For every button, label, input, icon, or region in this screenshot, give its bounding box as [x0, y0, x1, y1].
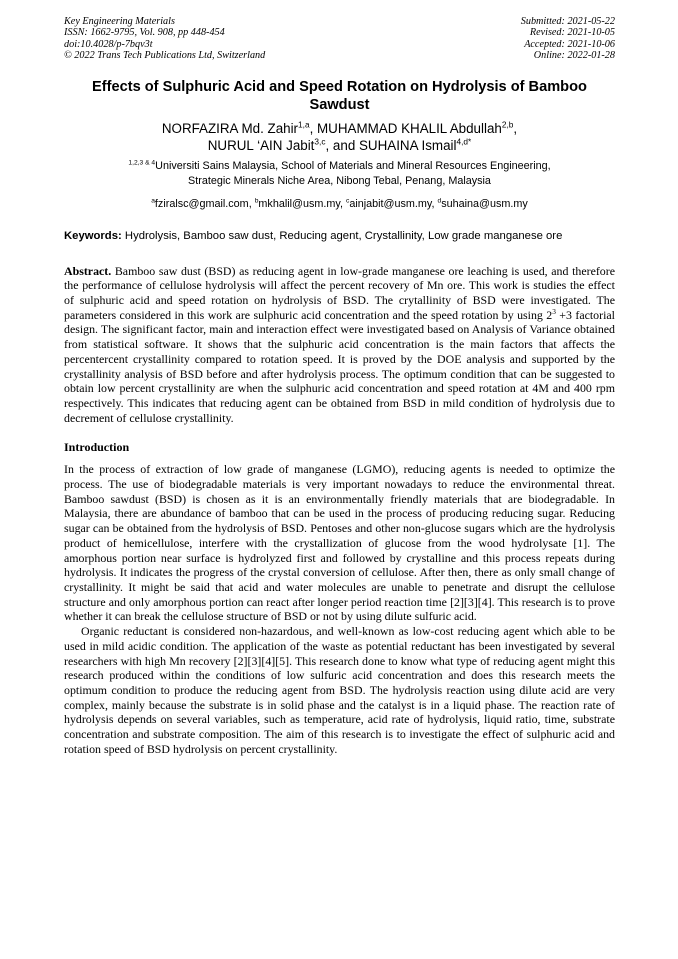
affiliation: [64, 159, 615, 189]
email-b-sup: b: [254, 197, 259, 205]
date-online: Online: 2022-01-28: [533, 50, 615, 62]
author-4-sup: 4,d*: [456, 136, 472, 147]
date-revised: Revised: 2021-10-05: [529, 27, 615, 39]
author-and: , and: [325, 137, 359, 153]
journal-info: [64, 16, 265, 62]
email-d-sup: d: [437, 197, 442, 205]
author-3: NURUL ‘AIN Jabit: [207, 137, 315, 153]
abstract-label: Abstract.: [64, 263, 112, 278]
section-heading-introduction: Introduction: [64, 440, 130, 455]
keywords-label: Keywords:: [64, 229, 122, 242]
author-2: MUHAMMAD KHALIL Abdullah: [317, 120, 502, 136]
email-a-sup: a: [151, 197, 155, 205]
author-4: SUHAINA Ismail: [359, 137, 457, 153]
journal-name: Key Engineering Materials: [64, 16, 175, 27]
author-1: NORFAZIRA Md. Zahir: [161, 120, 299, 136]
email-c-sup: c: [345, 197, 350, 205]
journal-header: [64, 16, 615, 62]
abstract-text-2: +3 factorial design. The significant factor, main and interaction effect were investigated based on Analysis of Variance obtained from statistical software. It shows that the sulphuric acid concentration is the main factors that affects the percentercent crystallinity compared to rotation speed. It is proved by the DOE analysis and supported by the crystallinity analysis of BSD before and after hydrolysis process. The optimum condition that can be suggested to obtain low percent crystallinity are when the sulphuric acid concentration and speed rotation at 4M and 400 rpm respectively. This indicates that reducing agent can be obtained from BSD in mild condition of hydrolysis due to decrement of cellulose crystallinity.: [64, 307, 615, 425]
author-emails: $^a$fziralsc@gmail.com, $^b$mkhalil@usm.my, $^c$ainjabit@usm.my, $^d$suhaina@usm.my: [151, 197, 528, 210]
author-1-sup: 1,a: [298, 119, 310, 130]
author-3-sup: 3,c: [314, 136, 326, 147]
date-submitted: Submitted: 2021-05-22: [520, 16, 615, 27]
abstract-text-1: Bamboo saw dust (BSD) as reducing agent in low-grade manganese ore leaching is used, and therefore the performance of cellulose hydrolysis will affect the percent recovery of Mn ore. This work is studies the effect of sulphuric acid and speed rotation on hydrolysis of BSD. The crytallinity of BSD were investigated. The parameters considered in this work are sulphuric acid concentration and the speed rotation by using 2: [64, 263, 615, 322]
email-d: suhaina@usm.my: [441, 197, 528, 210]
introduction-paragraph-2: Organic reductant is considered non-hazardous, and well-known as low-cost reducing agent which able to be used in mild acidic condition. The application of the waste as potential reductant has been investigated by several researchers with high Mn recovery [2][3][4][5]. This research done to know what type of reducing agent might this research produced within the conditions of low sulfuric acid concentration and does this research meets the optimum condition to produce the reducing agent from BSD. The hydrolysis reaction using dilute acid are very complex, mainly because the substrate is in solid phase and the catalyst is in a liquid phase. The reaction rate of hydrolysis depends on several variables, such as temperature, acid rate of hydrolysis, liquid ratio, time, substrate concentration and substrate composition. The aim of this research is to investigate the effect of sulphuric acid and rotation speed of BSD hydrolysis on percent crystallinity.: [64, 624, 615, 756]
keywords: [64, 229, 615, 244]
affiliation-line-2: Strategic Minerals Niche Area, Nibong Tebal, Penang, Malaysia: [188, 174, 491, 187]
journal-copyright: © 2022 Trans Tech Publications Ltd, Switzerland: [64, 50, 266, 62]
keywords-text: Hydrolysis, Bamboo saw dust, Reducing agent, Crystallinity, Low grade manganese ore: [121, 229, 563, 242]
date-accepted: Accepted: 2021-10-06: [524, 38, 615, 50]
paper-title: Effects of Sulphuric Acid and Speed Rotation on Hydrolysis of Bamboo Sawdust: [92, 78, 587, 113]
abstract: [64, 264, 615, 426]
email-c: ainjabit@usm.my: [349, 197, 432, 210]
submission-dates: [521, 16, 615, 62]
journal-doi: doi:10.4028/p-7bqv3t: [64, 38, 153, 50]
author-list: NORFAZIRA Md. Zahir$^{1,a}$, MUHAMMAD KHALIL Abdullah$^{2,b}$, NURUL ‘AIN Jabit$^{3,c}$, and SUHAINA Ismail$^{4,d*}$: [161, 119, 518, 153]
journal-issn: ISSN: 1662-9795, Vol. 908, pp 448-454: [64, 27, 225, 39]
introduction-paragraph-1: In the process of extraction of low grade of manganese (LGMO), reducing agents is needed to optimize the process. The use of biodegradable materials is very important nowadays to reduce the environmental threat. Bamboo sawdust (BSD) is chosen as it is an environmentally friendly materials that are biodegradable. In Malaysia, there are abundance of bamboo that can be used in the process of producing reducing sugar. Reducing sugar can be obtained from the hydrolysis of BSD. Pentoses and other non-glucose sugars which are the hydrolysis product of hemicellulose, interfere with the crystallization of glucose from the wood hydrolysate [1]. The amorphous portion near surface is hydrolyzed first and followed by crystalline and this process repeats during hydrolysis. It indicates the progress of the crystal conversion of cellulose. After then, there as only small change of crystallinity. It might be said that acid and water molecules are unable to penetrate and disrupt the cellulose structure and only amorphous portion can react after longer period reaction time [2][3][4]. This research is to prove whether it can break the cellulose structure of BSD or not by using dilute sulfuric acid.: [64, 462, 615, 624]
abstract-exponent: 3: [552, 306, 556, 316]
email-a: fziralsc@gmail.com: [154, 197, 249, 210]
email-b: mkhalil@usm.my: [258, 197, 340, 210]
author-2-sup: 2,b: [501, 119, 514, 130]
affiliation-sup: 1,2,3 & 4: [128, 159, 156, 167]
affiliation-line-1: Universiti Sains Malaysia, School of Materials and Mineral Resources Engineering,: [155, 159, 551, 172]
